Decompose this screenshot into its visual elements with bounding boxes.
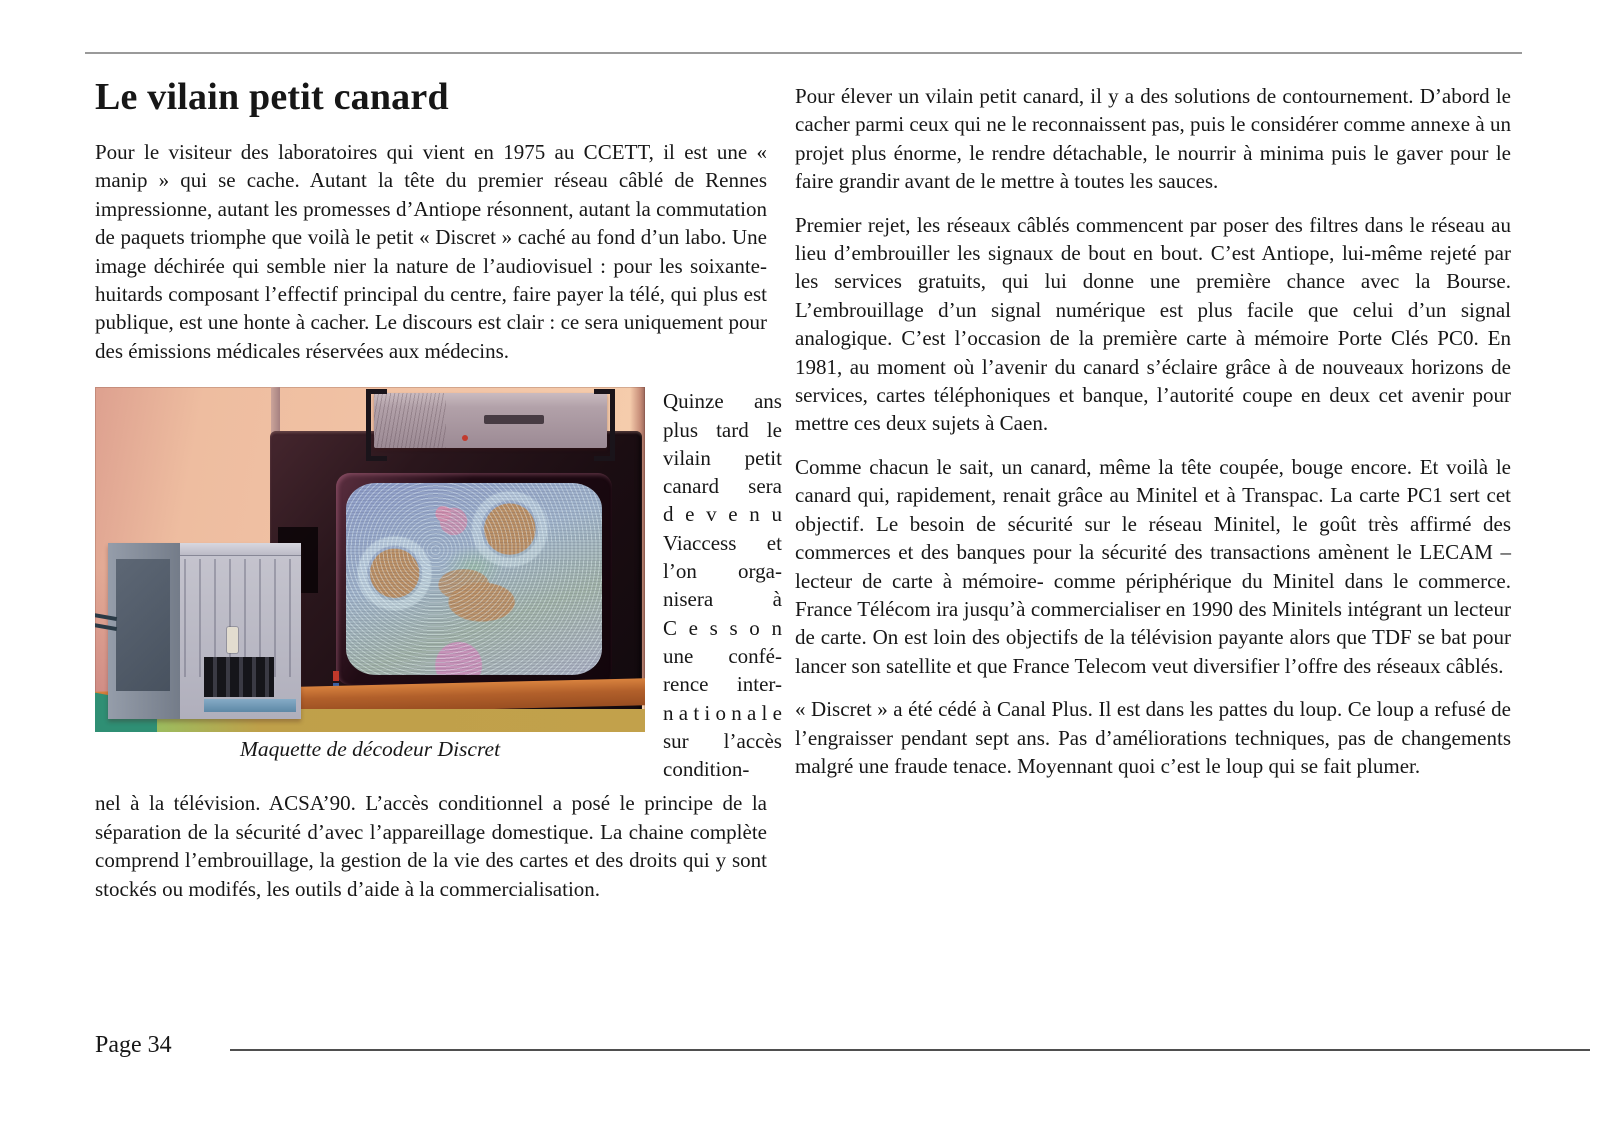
- left-continuation-paragraph: nel à la télévision. ACSA’90. L’accès conditionnel a posé le principe de la séparation de la sécurité d’avec l’appareillage domestique. La chaine complète comprend l’embrouillage, la gestion de la vie des cartes et des droits qui y sont stockés ou modifés, les outils d’aide à la commercialisation.: [95, 791, 767, 901]
- left-column: [95, 76, 782, 903]
- photo-decoder-handle: [366, 389, 387, 461]
- wrap-line: n a t i o n a l e: [663, 700, 782, 725]
- right-column: [795, 82, 1511, 780]
- photo-decoder-label: [484, 415, 544, 424]
- figure-row: [95, 387, 782, 783]
- wrap-text-column: [663, 387, 782, 783]
- photo-decoder-led: [462, 435, 468, 441]
- photo-rack-side-inset: [116, 559, 170, 691]
- wrap-line: sur l’accès: [663, 728, 782, 753]
- page-footer: [95, 1032, 1590, 1059]
- top-rule: [85, 52, 1522, 54]
- photo-tv-screen: [346, 483, 602, 675]
- page-title: Le vilain petit canard: [95, 76, 449, 118]
- right-paragraph: Pour élever un vilain petit canard, il y a des solutions de contournement. D’abord le cacher parmi ceux qui ne le reconnaissent pas, puis le considérer comme annexe à un projet plus énorme, le rendre détachable, le nourrir à minima puis le gaver pour le faire grandir avant de le mettre à toutes les sauces.: [795, 84, 1511, 194]
- wrap-line: canard sera: [663, 474, 782, 499]
- photo-tv: [270, 431, 642, 719]
- right-paragraph: Premier rejet, les réseaux câblés commencent par poser des filtres dans le réseau au lieu d’embrouiller les signaux de bout en bout. C’est Antiope, lui-même rejeté par les services gratuits, qui lui donne une première chance avec la Bourse. L’embrouillage d’un signal numérique est plus facile que celui d’un signal analogique. C’est l’occasion de la première carte à mémoire Porte Clés PC0. En 1981, au moment où l’avenir du canard s’éclaire grâce à de nouveaux horizons de services, cartes téléphoniques et banque, l’autorité coupe en deux cet avenir pour mettre ces deux sujets à Caen.: [795, 212, 1511, 436]
- right-paragraph: Comme chacun le sait, un canard, même la tête coupée, bouge encore. Et voilà le canard qui, rapidement, renait grâce au Minitel et à Transpac. La carte PC1 sert cet objectif. Le besoin de sécurité sur le réseau Minitel, le goût très affirmé des commerces et des banques pour la sécurité des transactions amènent le LECAM – lecteur de carte à mémoire- comme périphérique du Minitel dans le commerce. France Télécom ira jusqu’à commercialiser en 1990 des Minitels intégrant un lecteur de carte. On est loin des objectifs de la télévision payante alors que TDF se bat pour lancer son satellite et que France Telecom veut diversifier l’offre des réseaux câblés.: [795, 454, 1511, 678]
- photo-rack-connectors: [204, 657, 274, 697]
- photo-tv-bezel: [336, 473, 612, 685]
- photo-rack-top-rail: [180, 543, 301, 556]
- photo-rack-card-handle: [227, 627, 238, 653]
- wrap-line: rence inter-: [663, 672, 782, 697]
- wrap-line: Viaccess et: [663, 530, 782, 555]
- wrap-line: d e v e n u: [663, 502, 782, 527]
- photo-caption: Maquette de décodeur Discret: [239, 737, 501, 762]
- page-number-label: Page 34: [95, 1032, 172, 1058]
- figure: [95, 387, 645, 783]
- photo-tv-control-red: [333, 671, 339, 681]
- photo-rack-side: [108, 543, 180, 719]
- photo-rack-blue-slot: [204, 699, 296, 712]
- wrap-line: condition-: [663, 757, 750, 782]
- photo-rack-unit: [108, 543, 301, 719]
- photo-decoder-box: [374, 393, 607, 448]
- photo-decoder-handle: [594, 389, 615, 461]
- wrap-line: vilain petit: [663, 445, 782, 470]
- wrap-line: l’on orga-: [663, 559, 782, 584]
- wrap-line: Quinze ans: [663, 389, 782, 414]
- footer-rule: [230, 1049, 1590, 1051]
- right-paragraph: « Discret » a été cédé à Canal Plus. Il est dans les pattes du loup. Ce loup a refusé de l’engraisser pendant sept ans. Pas d’améliorations techniques, pas de changements malgré une fraude tenace. Moyennant quoi c’est le loup qui se fait plumer.: [795, 697, 1511, 778]
- wrap-line: nisera à: [663, 587, 782, 612]
- wrap-line: plus tard le: [663, 417, 782, 442]
- left-paragraph-1: Pour le visiteur des laboratoires qui vient en 1975 au CCETT, il est une « manip » qui se cache. Autant la tête du premier réseau câblé de Rennes impressionne, autant les promesses d’Antiope résonnent, autant la commutation de paquets triomphe que voilà le petit « Discret » caché au fond d’un labo. Une image déchirée qui semble nier la nature de l’audiovisuel : pour les soixante-huitards composant l’effectif principal du centre, faire payer la télé, qui plus est publique, est une honte à cacher. Le discours est clair : ce sera uniquement pour des émissions médicales réservées aux médecins.: [95, 140, 767, 363]
- wrap-line: C e s s o n: [663, 615, 782, 640]
- decoder-photo: [95, 387, 645, 732]
- wrap-line: une confé-: [663, 643, 782, 668]
